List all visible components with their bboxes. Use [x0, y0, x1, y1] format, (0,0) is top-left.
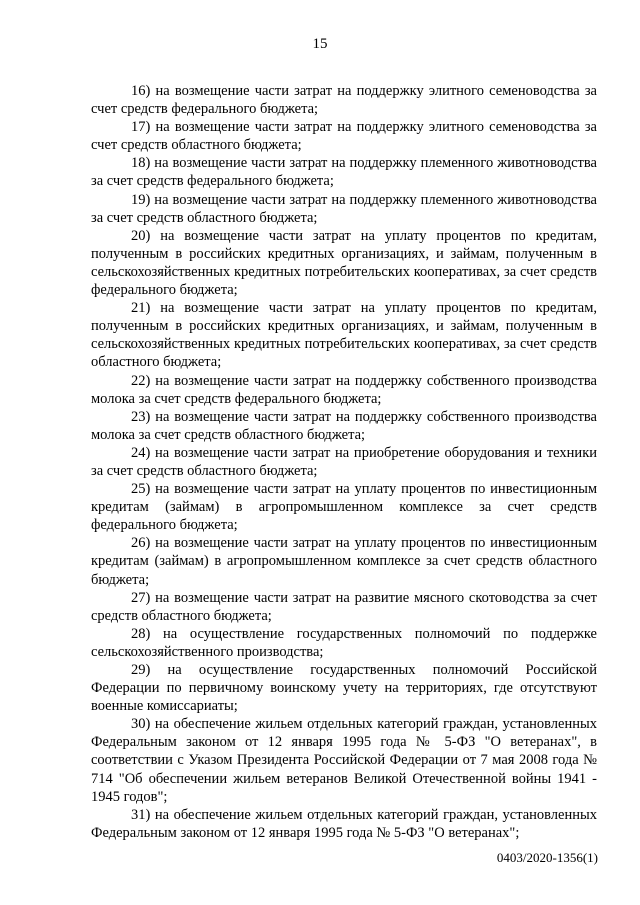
list-item: 22) на возмещение части затрат на поддержку собственного производства молока за счет средств федерального бюджета; — [91, 372, 597, 407]
list-item: 23) на возмещение части затрат на поддержку собственного производства молока за счет средств областного бюджета; — [91, 408, 597, 443]
list-item: 17) на возмещение части затрат на поддержку элитного семеноводства за счет средств областного бюджета; — [91, 119, 597, 154]
list-item: 25) на возмещение части затрат на уплату процентов по инвестиционным кредитам (займам) в агропромышленном комплексе за счет средств федерального бюджета; — [91, 481, 597, 534]
list-item: 27) на возмещение части затрат на развитие мясного скотоводства за счет средств областного бюджета; — [91, 589, 597, 624]
list-item: 24) на возмещение части затрат на приобретение оборудования и техники за счет средств областного бюджета; — [91, 444, 597, 479]
list-item: 30) на обеспечение жильем отдельных категорий граждан, установленных Федеральным законом от 12 января 1995 года № 5-ФЗ "О ветеранах", в соответствии с Указом Президента Российской Федерации от 7 мая 2008 года № 714 "Об обеспечении жильем ветеранов Великой Отечественной войны 1941 - 1945 годов"; — [91, 716, 597, 805]
document-code: 0403/2020-1356(1) — [496, 850, 598, 865]
list-item: 31) на обеспечение жильем отдельных категорий граждан, установленных Федеральным законом от 12 января 1995 года № 5-ФЗ "О ветеранах"; — [91, 806, 597, 841]
list-item: 29) на осуществление государственных полномочий Российской Федерации по первичному воинскому учету на территориях, где отсутствуют военные комиссариаты; — [91, 662, 597, 715]
list-item: 21) на возмещение части затрат на уплату процентов по кредитам, полученным в российских кредитных организациях, и займам, полученным в сельскохозяйственных кредитных потребительских кооперативах, за счет средств областного бюджета; — [91, 300, 597, 371]
list-item: 28) на осуществление государственных полномочий по поддержке сельскохозяйственного производства; — [91, 625, 597, 660]
page-number: 15 — [312, 36, 328, 52]
list-item: 18) на возмещение части затрат на поддержку племенного животноводства за счет средств федерального бюджета; — [91, 155, 597, 190]
list-item: 20) на возмещение части затрат на уплату процентов по кредитам, полученным в российских кредитных организациях, и займам, полученным в сельскохозяйственных кредитных потребительских кооперативах, за счет средств федерального бюджета; — [91, 227, 597, 299]
list-item: 19) на возмещение части затрат на поддержку племенного животноводства за счет средств областного бюджета; — [91, 191, 597, 226]
list-item: 16) на возмещение части затрат на поддержку элитного семеноводства за счет средств федерального бюджета; — [91, 83, 597, 118]
document-body — [91, 82, 597, 842]
list-item: 26) на возмещение части затрат на уплату процентов по инвестиционным кредитам (займам) в агропромышленном комплексе за счет средств областного бюджета; — [91, 535, 597, 588]
